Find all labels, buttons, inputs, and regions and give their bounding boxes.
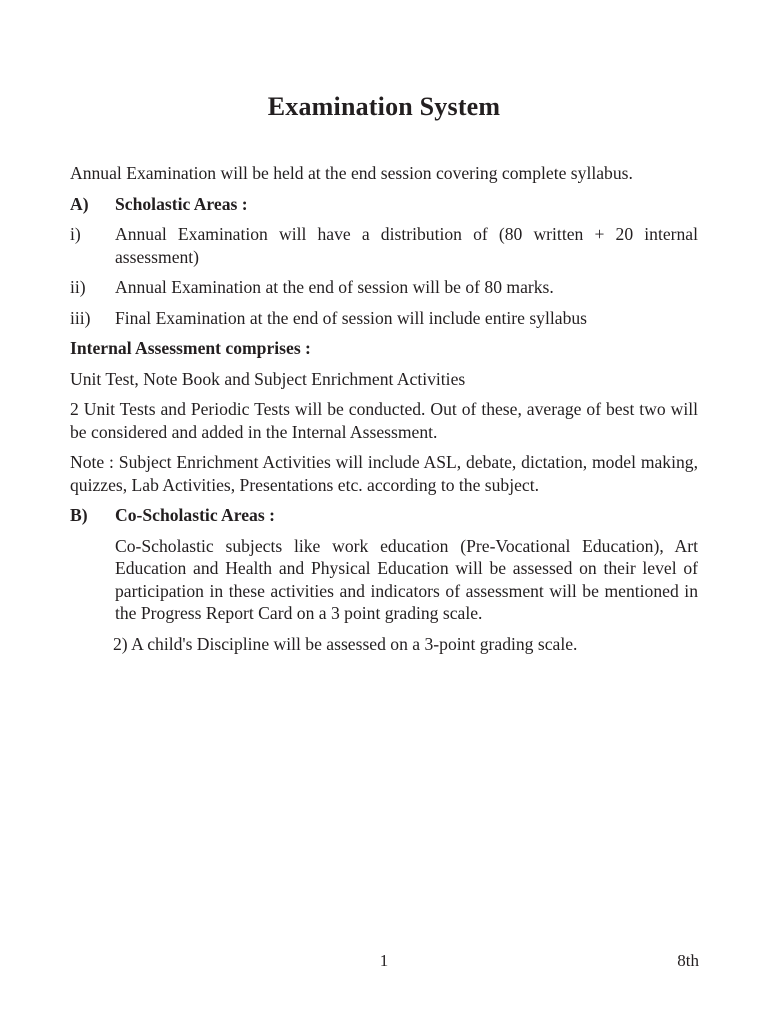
list-item-label: ii) <box>70 277 86 297</box>
list-item <box>70 307 698 330</box>
list-item <box>70 223 698 268</box>
internal-assessment-text: Unit Test, Note Book and Subject Enrichment Activities <box>70 368 466 389</box>
list-item-label: iii) <box>70 307 91 328</box>
internal-assessment-heading: Internal Assessment comprises : <box>70 338 311 358</box>
section-a-heading <box>70 193 698 216</box>
section-a-title: Scholastic Areas : <box>115 193 248 214</box>
note-paragraph: Note : Subject Enrichment Activities will include ASL, debate, dictation, model making, quizzes, Lab Activities, Presentations etc. according to the subject. <box>70 452 698 495</box>
document-body <box>70 162 698 663</box>
list-item-text: Annual Examination at the end of session will be of 80 marks. <box>115 277 554 297</box>
section-b-title: Co-Scholastic Areas : <box>115 505 275 525</box>
co-scholastic-paragraph: Co-Scholastic subjects like work education (Pre-Vocational Education), Art Education and Health and Physical Education will be assessed on their level of participation in these activities and indicators of assessment will be mentioned in the Progress Report Card on a 3 point grading scale. <box>115 535 698 623</box>
discipline-paragraph: 2) A child's Discipline will be assessed on a 3-point grading scale. <box>113 633 578 654</box>
list-item-label: i) <box>70 224 81 244</box>
page-title: Examination System <box>267 92 501 121</box>
unit-tests-paragraph: 2 Unit Tests and Periodic Tests will be conducted. Out of these, average of best two will be considered and added in the Internal Assessment. <box>70 399 698 442</box>
list-item <box>70 276 698 299</box>
list-item-text: Final Examination at the end of session will include entire syllabus <box>115 307 588 328</box>
list-item-text: Annual Examination will have a distribution of (80 written + 20 internal assessment) <box>115 224 698 267</box>
section-b-label: B) <box>70 505 88 525</box>
section-a-label: A) <box>70 193 89 214</box>
page-number: 1 <box>379 951 389 970</box>
grade-label: 8th <box>677 951 699 970</box>
section-b-heading <box>70 504 698 527</box>
intro-paragraph: Annual Examination will be held at the end session covering complete syllabus. <box>70 163 633 183</box>
